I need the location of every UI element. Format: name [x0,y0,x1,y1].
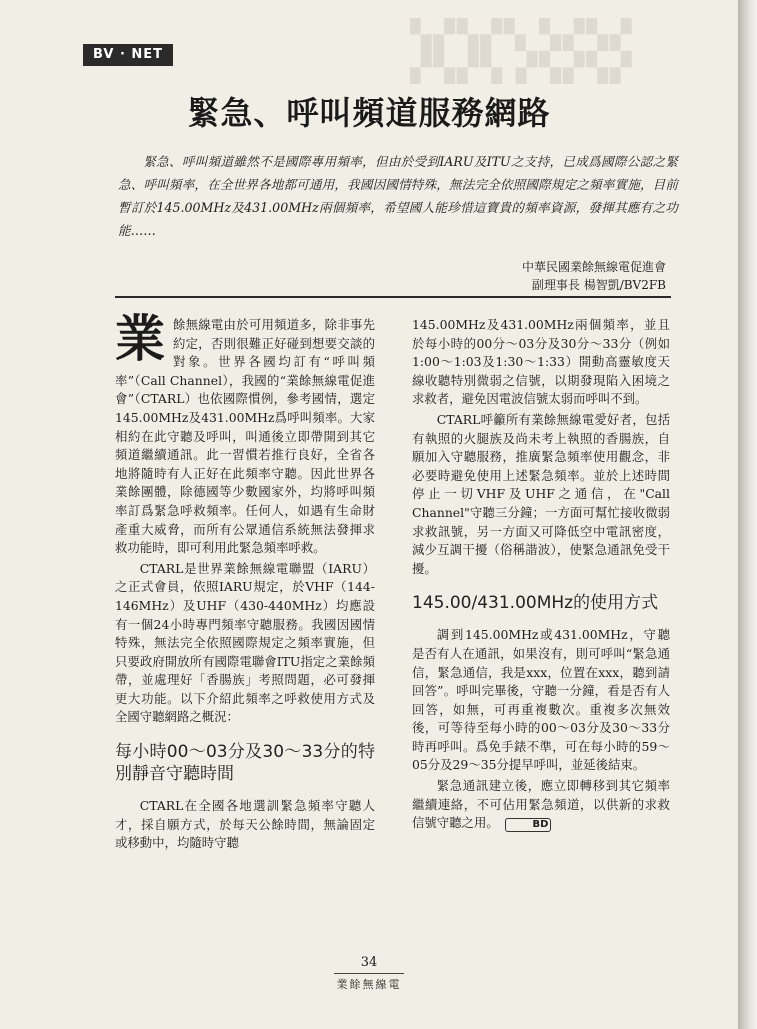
section-tag: BV · NET [83,44,173,66]
right-column [412,316,670,833]
author-org: 中華民國業餘無線電促進會 [521,260,666,274]
page-number: 34 [360,955,378,970]
end-mark-icon: BD [505,818,552,832]
article-intro: 緊急、呼叫頻道雖然不是國際專用頻率，但由於受到IARU及ITU之支持，已成爲國際公認之緊急、呼叫頻率，在全世界各地都可通用，我國因國情特殊，無法完全依照國際規定之頻率實施，目前暫訂於145.00MHz及431.00MHz兩個頻率，希望國人能珍惜這寶貴的頻率資源，發揮其應有之功能…… [118,154,678,238]
divider-rule [115,296,671,298]
left-subheading: 每小時00～03分及30～33分的特別靜音守聽時間 [115,742,375,785]
drop-cap: 業 [115,309,165,368]
right-paragraph-4 [412,777,670,833]
article-title: 緊急、呼叫頻道服務網路 [187,94,551,132]
right-paragraph-4-text: 緊急通訊建立後，應立即轉移到其它頻率繼續連絡，不可佔用緊急頻道，以供新的求救信號守聽之用。 [412,778,670,831]
footer-rule [334,973,404,974]
right-paragraph-3: 調到145.00MHz或431.00MHz，守聽是否有人在通訊，如果沒有，則可呼叫“緊急通信，緊急通信，我是xxx，位置在xxx，聽到請回答”。呼叫完畢後，守聽一分鐘，看是否有人回答，如無，可再重複數次。重複多次無效後，可等待至每小時的00～03分及30～33分時再呼叫。爲免手錶不準，可在每小時的59～05分及29～35分提早呼叫，並延後結束。 [412,627,670,773]
page-footer [0,955,738,992]
author-block [522,258,666,294]
author-name: 副理事長 楊智凱/BV2FB [531,278,666,292]
magazine-name: 業餘無線電 [336,978,402,991]
left-paragraph-1 [115,309,375,558]
left-paragraph-1-text: 餘無線電由於可用頻道多，除非事先約定，否則很難正好碰到想要交談的對象。世界各國均訂有“呼叫頻率”（Call Channel），我國的“業餘無線電促進會”（CTARL）也依國際慣例，參考國情，選定145.00MHz及431.00MHz爲呼叫頻率。大家相約在此守聽及呼叫，叫通後立即帶開到其它頻道繼續通訊。此一習慣若推行良好，全省各地將隨時有人正好在此頻率守聽。因此世界各業餘團體，除德國等少數國家外，均將呼叫頻率訂爲緊急呼救頻率。任何人，如遇有生命財產重大威脅，而所有公眾通信系統無法發揮求救功能時，即可利用此緊急頻率呼救。 [115,317,375,556]
left-paragraph-2: CTARL是世界業餘無線電聯盟（IARU）之正式會員，依照IARU規定，於VHF（144-146MHz）及UHF（430-440MHz）均應設有一個24小時專門頻率守聽服務。我國因國情特殊，無法完全依照國際規定之頻率實施，但只要政府開放所有國際電聯會ITU指定之業餘頻帶，並處理好「香腸族」考照問題，必可發揮更大功能。以下介紹此頻率之呼救使用方式及全國守聽網路之概況： [115,560,375,725]
right-paragraph-2: CTARL呼籲所有業餘無線電愛好者，包括有執照的火腿族及尚未考上執照的香腸族，自願加入守聽服務，推廣緊急頻率使用觀念，非必要時避免使用上述緊急頻率。並於上述時間停止一切VHF及UHF之通信，在"Call Channel"守聽三分鐘；一方面可幫忙接收微弱求救訊號，另一方面又可降低空中電訊密度，減少互調干擾（俗稱諧波），使緊急通訊免受干擾。 [412,411,670,576]
right-subheading: 145.00/431.00MHz的使用方式 [412,593,659,614]
show-through-background: ▚▞▚▞▚ ▚▞▚▞ ▞▚▞▚ ▞▚▞▚▞ [410,18,634,84]
left-column [115,309,375,853]
left-paragraph-3: CTARL在全國各地選訓緊急頻率守聽人才，採自願方式，於每天公餘時間，無論固定或移動中，均隨時守聽 [115,798,375,851]
book-spine-edge [738,0,757,1029]
right-paragraph-1: 145.00MHz及431.00MHz兩個頻率，並且於每小時的00分～03分及30分～33分（例如1:00～1:03及1:30～1:33）開動高靈敏度天線收聽特別微弱之信號，以期發現陷入困境之求救者，避免因電波信號太弱而呼叫不到。 [412,317,670,407]
